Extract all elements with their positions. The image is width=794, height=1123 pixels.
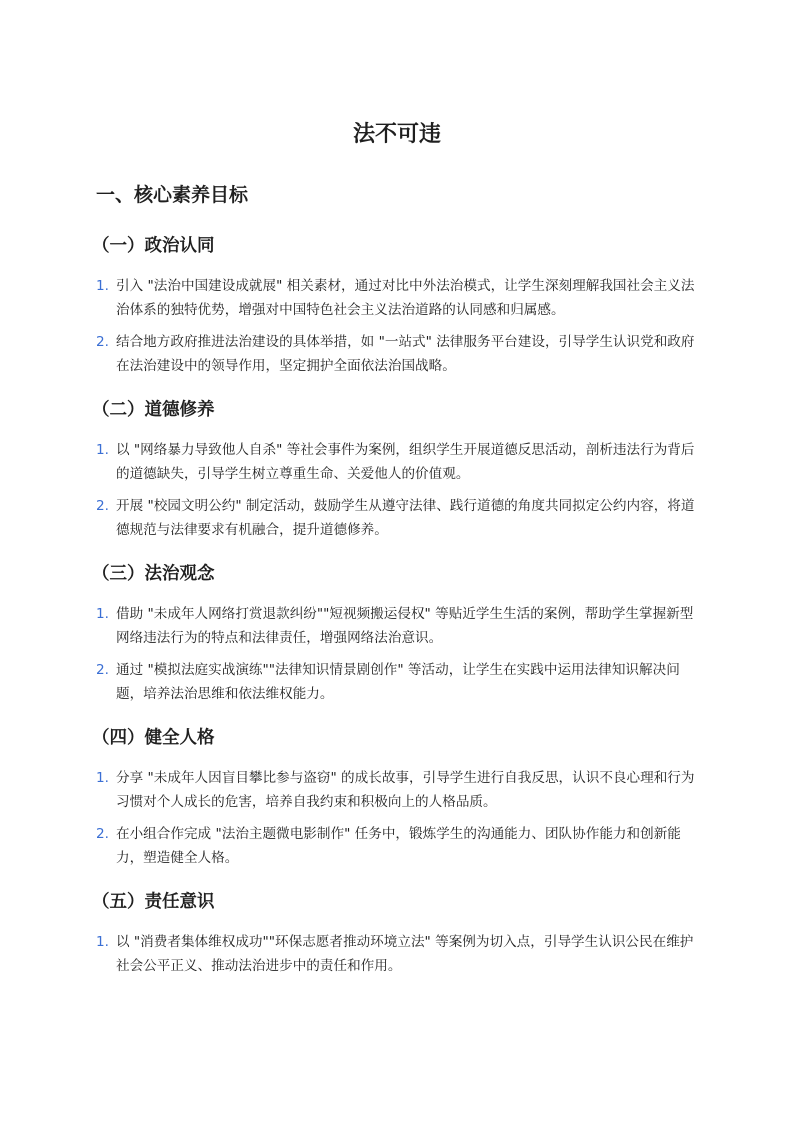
list-item bbox=[96, 274, 696, 322]
heading-core-literacy-goals: 一、核心素养目标 bbox=[96, 184, 249, 206]
section-heading: （三）法治观念 bbox=[92, 564, 215, 584]
list-item-text: 在小组合作完成 "法治主题微电影制作" 任务中，锻炼学生的沟通能力、团队协作能力和创新能力，塑造健全人格。 bbox=[116, 826, 681, 866]
list-item-text: 以 "消费者集体维权成功""环保志愿者推动环境立法" 等案例为切入点，引导学生认识公民在维护社会公平正义、推动法治进步中的责任和作用。 bbox=[116, 934, 694, 974]
list-item bbox=[96, 822, 696, 870]
list-number: 1. bbox=[96, 278, 109, 294]
list-number: 1. bbox=[96, 934, 109, 950]
list-item-text: 以 "网络暴力导致他人自杀" 等社会事件为案例，组织学生开展道德反思活动，剖析违法行为背后的道德缺失，引导学生树立尊重生命、关爱他人的价值观。 bbox=[116, 442, 695, 482]
list-number: 2. bbox=[96, 826, 109, 842]
section-moral-cultivation bbox=[92, 396, 696, 550]
list-item-text: 通过 "模拟法庭实战演练""法律知识情景剧创作" 等活动，让学生在实践中运用法律知识解决问题，培养法治思维和依法维权能力。 bbox=[116, 662, 680, 702]
list-item bbox=[96, 766, 696, 814]
list-number: 2. bbox=[96, 498, 109, 514]
section-heading: （四）健全人格 bbox=[92, 728, 215, 748]
section-sound-personality bbox=[92, 724, 696, 878]
document-title: 法不可违 bbox=[352, 122, 441, 147]
section-rule-of-law-concept bbox=[92, 560, 696, 714]
list-item bbox=[96, 494, 696, 542]
list-item-text: 借助 "未成年人网络打赏退款纠纷""短视频搬运侵权" 等贴近学生生活的案例，帮助学生掌握新型网络违法行为的特点和法律责任，增强网络法治意识。 bbox=[116, 606, 694, 646]
list-number: 1. bbox=[96, 606, 109, 622]
list-number: 2. bbox=[96, 662, 109, 678]
list-item bbox=[96, 602, 696, 650]
list-item bbox=[96, 658, 696, 706]
list-item bbox=[96, 438, 696, 486]
section-sense-of-responsibility bbox=[92, 888, 696, 986]
section-heading: （二）道德修养 bbox=[92, 400, 215, 420]
list-item-text: 开展 "校园文明公约" 制定活动，鼓励学生从遵守法律、践行道德的角度共同拟定公约内容，将道德规范与法律要求有机融合，提升道德修养。 bbox=[116, 498, 695, 538]
section-political-identity bbox=[92, 232, 696, 386]
list-number: 2. bbox=[96, 334, 109, 350]
section-heading: （五）责任意识 bbox=[92, 892, 215, 912]
list-item bbox=[96, 330, 696, 378]
list-number: 1. bbox=[96, 770, 109, 786]
list-number: 1. bbox=[96, 442, 109, 458]
section-heading: （一）政治认同 bbox=[92, 236, 215, 256]
list-item-text: 结合地方政府推进法治建设的具体举措，如 "一站式" 法律服务平台建设，引导学生认识党和政府在法治建设中的领导作用，坚定拥护全面依法治国战略。 bbox=[116, 334, 695, 374]
list-item bbox=[96, 930, 696, 978]
list-item-text: 引入 "法治中国建设成就展" 相关素材，通过对比中外法治模式，让学生深刻理解我国社会主义法治体系的独特优势，增强对中国特色社会主义法治道路的认同感和归属感。 bbox=[116, 278, 695, 318]
list-item-text: 分享 "未成年人因盲目攀比参与盗窃" 的成长故事，引导学生进行自我反思，认识不良心理和行为习惯对个人成长的危害，培养自我约束和积极向上的人格品质。 bbox=[116, 770, 695, 810]
